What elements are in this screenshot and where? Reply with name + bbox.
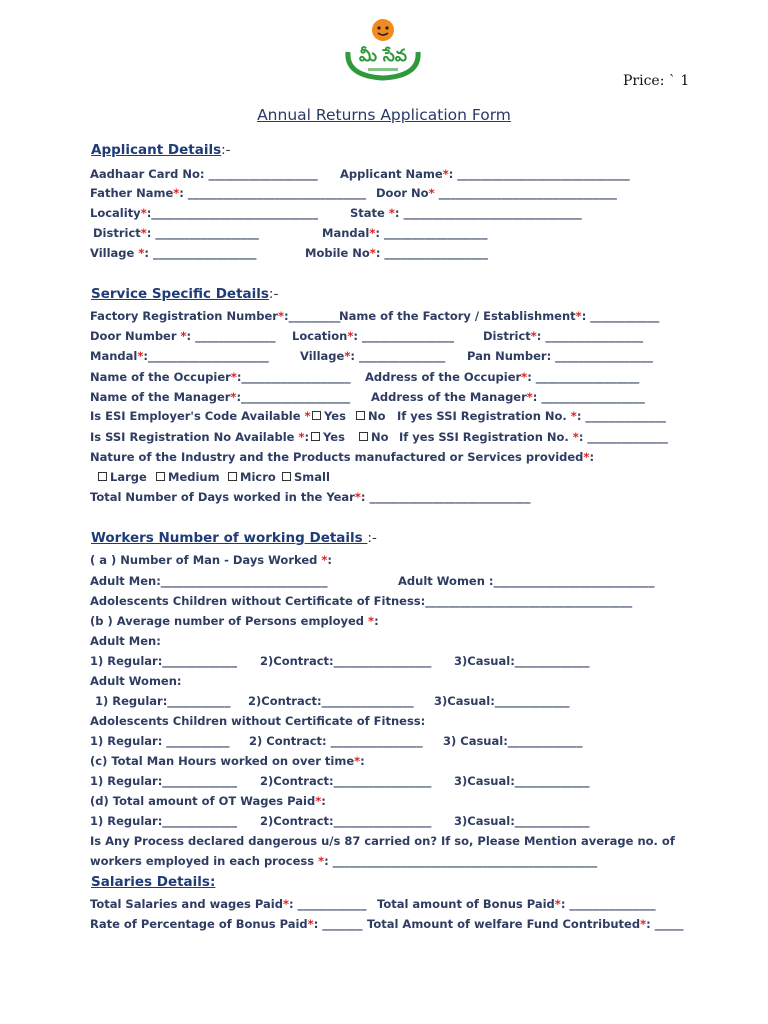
overtime-regular-field[interactable]: 1) Regular:_____________	[90, 774, 238, 788]
dangerous-process-question: Is Any Process declared dangerous u/s 87 carried on? If so, Please Mention average no. of	[90, 834, 675, 848]
factory-name-field[interactable]: Name of the Factory / Establishment*: ____________	[339, 309, 660, 323]
manager-name-field[interactable]: Name of the Manager*:___________________	[90, 390, 351, 404]
size-medium-checkbox[interactable]: Medium	[156, 470, 220, 484]
ssi-no-checkbox[interactable]: No	[359, 430, 389, 444]
bonus-amount-field[interactable]: Total amount of Bonus Paid*: _______________	[377, 897, 656, 911]
ssi-available-question: Is SSI Registration No Available *:	[90, 430, 310, 444]
women-contract-field[interactable]: 2)Contract:________________	[248, 694, 414, 708]
women-casual-field[interactable]: 3)Casual:_____________	[434, 694, 570, 708]
adolescents-days-field[interactable]: Adolescents Children without Certificate of Fitness:____________________________________	[90, 594, 633, 608]
manager-address-field[interactable]: Address of the Manager*: __________________	[371, 390, 645, 404]
size-small-checkbox[interactable]: Small	[282, 470, 330, 484]
service-district-field[interactable]: District*: _________________	[483, 329, 644, 343]
ot-wages-casual-field[interactable]: 3)Casual:_____________	[454, 814, 590, 828]
ot-wages-regular-field[interactable]: 1) Regular:_____________	[90, 814, 238, 828]
adult-men-days-field[interactable]: Adult Men:_____________________________	[90, 574, 328, 588]
form-title: Annual Returns Application Form	[257, 106, 511, 124]
applicant-name-field[interactable]: Applicant Name*: ______________________________	[340, 167, 630, 181]
service-village-field[interactable]: Village*: _______________	[300, 349, 446, 363]
ot-wages-contract-field[interactable]: 2)Contract:_________________	[260, 814, 432, 828]
men-regular-field[interactable]: 1) Regular:_____________	[90, 654, 238, 668]
ssi-registration-field-1[interactable]: If yes SSI Registration No. *: ______________	[397, 409, 666, 423]
ssi-registration-field-2[interactable]: If yes SSI Registration No. *: ______________	[399, 430, 668, 444]
bonus-rate-field[interactable]: Rate of Percentage of Bonus Paid*: _______	[90, 917, 363, 931]
avg-persons-label: (b ) Average number of Persons employed *:	[90, 614, 379, 628]
overtime-casual-field[interactable]: 3)Casual:_____________	[454, 774, 590, 788]
mandal-field[interactable]: Mandal*: __________________	[322, 226, 488, 240]
days-worked-field[interactable]: Total Number of Days worked in the Year*: ____________________________	[90, 490, 531, 504]
overtime-contract-field[interactable]: 2)Contract:_________________	[260, 774, 432, 788]
svg-text:మీ సేవ: మీ సేవ	[359, 46, 407, 66]
door-no-field[interactable]: Door No* _______________________________	[376, 186, 617, 200]
esi-code-question: Is ESI Employer's Code Available *	[90, 409, 311, 423]
service-details-heading: Service Specific Details:-	[91, 286, 279, 302]
esi-no-checkbox[interactable]: No	[356, 409, 386, 423]
adolescents-casual-field[interactable]: 3) Casual:_____________	[443, 734, 583, 748]
dangerous-process-field[interactable]: workers employed in each process *: ______________________________________________	[90, 854, 598, 868]
men-contract-field[interactable]: 2)Contract:_________________	[260, 654, 432, 668]
man-days-label: ( a ) Number of Man - Days Worked *:	[90, 553, 333, 567]
door-number-field[interactable]: Door Number *: ______________	[90, 329, 276, 343]
father-name-field[interactable]: Father Name*: _______________________________	[90, 186, 367, 200]
factory-registration-field[interactable]: Factory Registration Number*:_________	[90, 309, 341, 323]
women-regular-field[interactable]: 1) Regular:___________	[95, 694, 231, 708]
salaries-details-heading: Salaries Details:	[91, 874, 216, 890]
adolescents-contract-field[interactable]: 2) Contract: ________________	[249, 734, 423, 748]
occupier-name-field[interactable]: Name of the Occupier*:___________________	[90, 370, 351, 384]
adolescents-label: Adolescents Children without Certificate of Fitness:	[90, 714, 426, 728]
ot-wages-label: (d) Total amount of OT Wages Paid*:	[90, 794, 326, 808]
state-field[interactable]: State *: _______________________________	[350, 206, 582, 220]
workers-details-heading: Workers Number of working Details :-	[91, 530, 377, 546]
village-field[interactable]: Village *: __________________	[90, 246, 257, 260]
overtime-hours-label: (c) Total Man Hours worked on over time*:	[90, 754, 365, 768]
adult-women-label: Adult Women:	[90, 674, 182, 688]
esi-yes-checkbox[interactable]: Yes	[312, 409, 346, 423]
nature-of-industry-label: Nature of the Industry and the Products manufactured or Services provided*:	[90, 450, 595, 464]
meeseva-logo	[338, 14, 428, 84]
welfare-fund-field[interactable]: Total Amount of welfare Fund Contributed*: _____	[367, 917, 684, 931]
applicant-details-heading: Applicant Details:-	[91, 142, 231, 158]
size-micro-checkbox[interactable]: Micro	[228, 470, 276, 484]
adolescents-regular-field[interactable]: 1) Regular: ___________	[90, 734, 230, 748]
total-salaries-field[interactable]: Total Salaries and wages Paid*: ____________	[90, 897, 367, 911]
location-field[interactable]: Location*: ________________	[292, 329, 454, 343]
service-mandal-field[interactable]: Mandal*:_____________________	[90, 349, 269, 363]
district-field[interactable]: District*: __________________	[93, 226, 259, 240]
aadhaar-field[interactable]: Aadhaar Card No: ___________________	[90, 167, 318, 181]
occupier-address-field[interactable]: Address of the Occupier*: __________________	[365, 370, 640, 384]
adult-women-days-field[interactable]: Adult Women :____________________________	[398, 574, 655, 588]
ssi-yes-checkbox[interactable]: Yes	[311, 430, 345, 444]
price-label: Price: ` 1	[623, 73, 690, 89]
size-large-checkbox[interactable]: Large	[98, 470, 147, 484]
mobile-field[interactable]: Mobile No*: __________________	[305, 246, 488, 260]
pan-number-field[interactable]: Pan Number: _________________	[467, 349, 653, 363]
adult-men-label: Adult Men:	[90, 634, 161, 648]
locality-field[interactable]: Locality*:_____________________________	[90, 206, 319, 220]
men-casual-field[interactable]: 3)Casual:_____________	[454, 654, 590, 668]
